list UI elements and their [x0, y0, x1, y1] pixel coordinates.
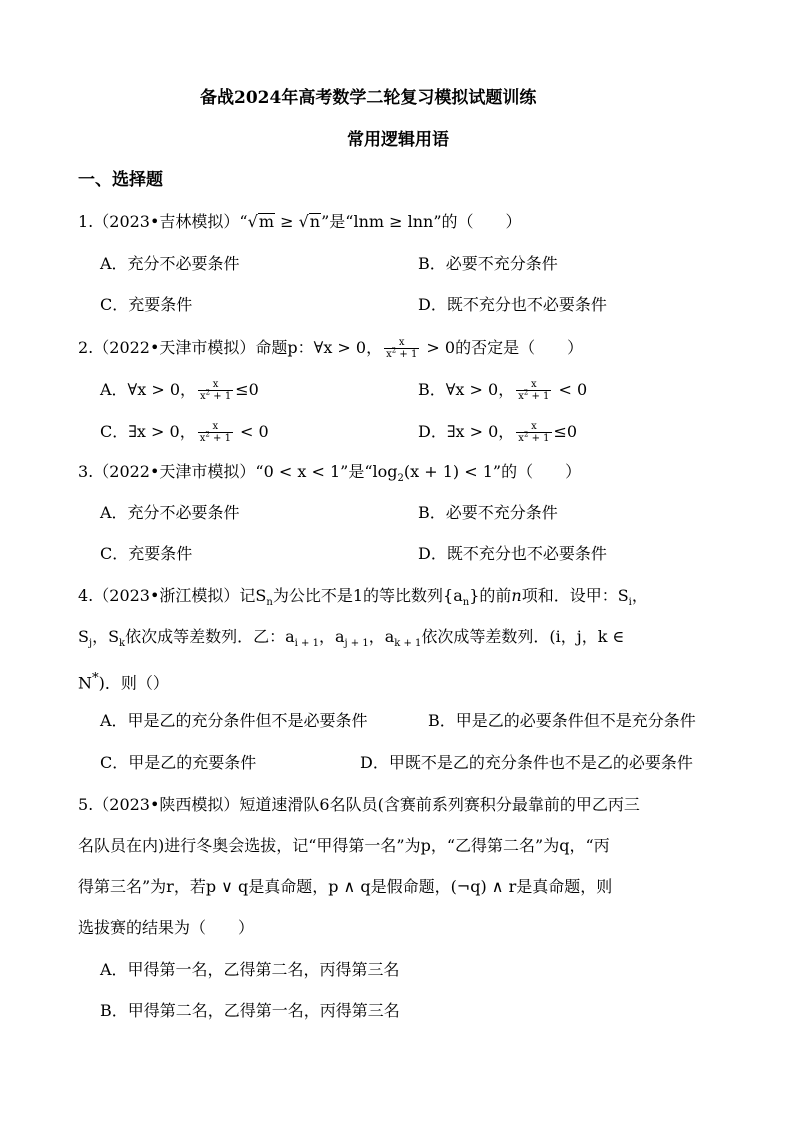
- q5-option-a: A．甲得第一名，乙得第二名，丙得第三名: [100, 960, 400, 979]
- q3-option-b: B．必要不充分条件: [418, 503, 558, 522]
- q3-option-d: D．既不充分也不必要条件: [418, 544, 607, 563]
- section-heading: 一、选择题: [78, 170, 163, 190]
- question-4-line-3: N*)．则（）: [78, 671, 169, 693]
- q3-option-a: A．充分不必要条件: [100, 503, 240, 522]
- page-title: 备战2024年高考数学二轮复习模拟试题训练: [200, 88, 537, 108]
- q2-option-a: A．∀x > 0， $\frac{x}{x^2 + 1}$ ≤0: [100, 379, 259, 402]
- q4-option-d: D．甲既不是乙的充分条件也不是乙的必要条件: [360, 753, 693, 772]
- q1-sqrt-n: √n: [298, 212, 321, 231]
- question-5-line-4: 选拔赛的结果为（ ）: [78, 918, 255, 937]
- q1-prefix: 1.（2023•吉林模拟）“: [78, 212, 248, 231]
- question-5-line-3: 得第三名”为r，若p ∨ q是真命题，p ∧ q是假命题，(¬q) ∧ r是真命题，则: [78, 877, 613, 896]
- q2-option-b: B．∀x > 0， $\frac{x}{x^2 + 1}$ < 0: [418, 379, 588, 402]
- q2-fraction: $\frac{x}{x^2 + 1}$: [386, 337, 418, 360]
- q1-sqrt-m: √m: [247, 212, 274, 231]
- question-1: [78, 212, 522, 232]
- question-3: 3.（2022•天津市模拟）“0 < x < 1”是“$\log_2(x + 1) < 1$”的（ ）: [78, 462, 582, 485]
- q1-option-c: C．充要条件: [100, 295, 193, 314]
- q2-option-a-fraction: $\frac{x}{x^2 + 1}$: [200, 379, 232, 402]
- q1-option-a: A．充分不必要条件: [100, 254, 240, 273]
- page-subtitle: 常用逻辑用语: [347, 130, 449, 150]
- q4-option-c: C．甲是乙的充要条件: [100, 753, 257, 772]
- q2-suffix: > 0的否定是（ ）: [421, 338, 584, 357]
- q4-option-b: B．甲是乙的必要条件但不是充分条件: [428, 711, 696, 730]
- q2-prefix: 2.（2022•天津市模拟）命题p：∀x > 0，: [78, 338, 383, 357]
- q2-option-b-fraction: $\frac{x}{x^2 + 1}$: [518, 379, 550, 402]
- q2-option-d-fraction: $\frac{x}{x^2 + 1}$: [518, 421, 550, 444]
- q2-option-c-fraction: $\frac{x}{x^2 + 1}$: [199, 421, 231, 444]
- question-4-line-1: 4.（2023•浙江模拟）记$S_n$为公比不是1的等比数列$\{a_n\}$的前n项和．设甲：$S_i$，: [78, 586, 648, 609]
- question-5-line-2: 名队员在内)进行冬奥会选拔，记“甲得第一名”为p，“乙得第二名”为q，“丙: [78, 836, 610, 855]
- question-2: [78, 337, 583, 360]
- question-5-line-1: 5.（2023•陕西模拟）短道速滑队6名队员(含赛前系列赛积分最靠前的甲乙丙三: [78, 795, 640, 814]
- q5-option-b: B．甲得第二名，乙得第一名，丙得第三名: [100, 1001, 400, 1020]
- q1-option-d: D．既不充分也不必要条件: [418, 295, 607, 314]
- q2-option-d: D．∃x > 0， $\frac{x}{x^2 + 1}$ ≤0: [418, 421, 578, 444]
- q1-op: ≥: [280, 212, 294, 231]
- q3-option-c: C．充要条件: [100, 544, 193, 563]
- q1-option-b: B．必要不充分条件: [418, 254, 558, 273]
- q4-option-a: A．甲是乙的充分条件但不是必要条件: [100, 711, 368, 730]
- question-4-line-2: $S_j$，$S_k$依次成等差数列．乙：$a_{i + 1}$，$a_{j + 1}$，$a_{k + 1}$依次成等差数列．(i，j，k ∈: [78, 627, 625, 650]
- q1-mid: ”是“lnm ≥ lnn”的（ ）: [321, 212, 522, 231]
- q2-option-c: C．∃x > 0， $\frac{x}{x^2 + 1}$ < 0: [100, 421, 269, 444]
